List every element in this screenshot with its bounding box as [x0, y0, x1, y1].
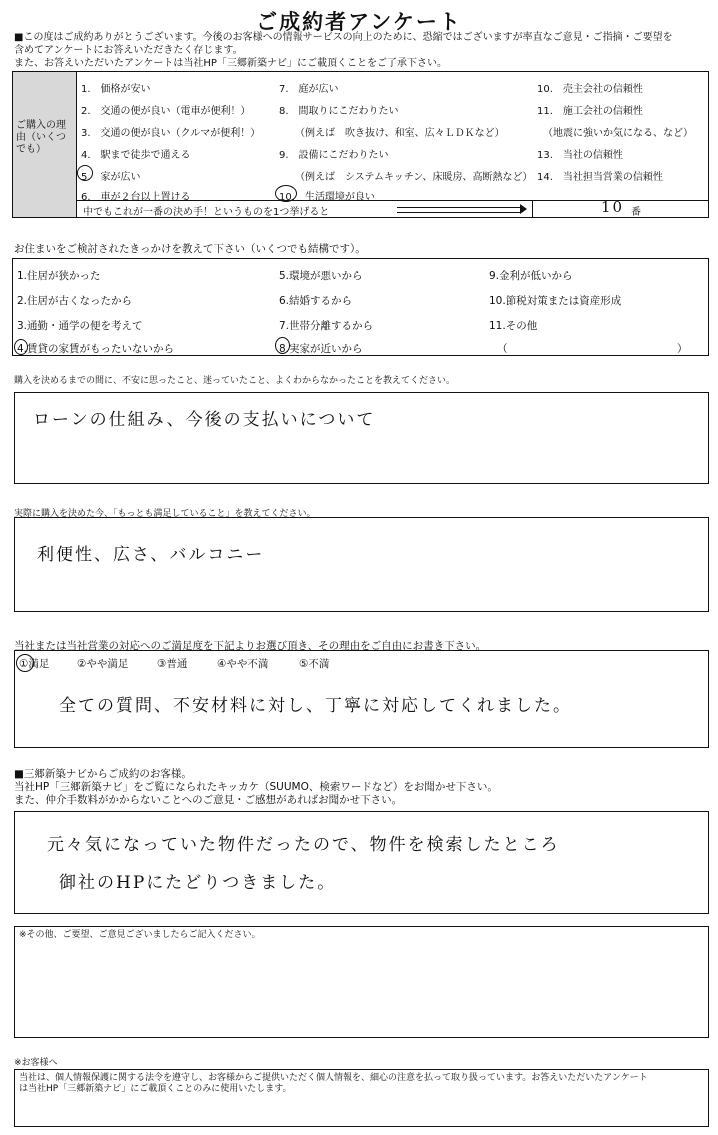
selected-circle-service-1 — [16, 654, 34, 672]
navi-answer-box[interactable] — [14, 811, 709, 914]
reason-1[interactable]: 1. 価格が安い — [81, 84, 151, 95]
anxiety-heading: 購入を決めるまでの間に、不安に思ったこと、迷っていたこと、よくわからなかったことを教えてください。 — [14, 376, 456, 386]
arrow-right-icon — [397, 207, 521, 213]
best-reason-row — [77, 200, 708, 217]
trigger-9[interactable]: 9.金利が低いから — [489, 270, 573, 282]
page-title: ご成約者アンケート — [256, 10, 462, 34]
satisfied-answer-box[interactable] — [14, 517, 709, 612]
triggers-section — [12, 258, 709, 356]
reason-11[interactable]: 11. 施工会社の信頼性 — [537, 106, 643, 117]
purchase-reasons-label: ご購入の理由（いくつでも） — [13, 72, 77, 217]
reason-9[interactable]: 9. 設備にこだわりたい — [279, 150, 389, 161]
other-heading: ※その他、ご要望、ご意見ございましたらご記入ください。 — [19, 930, 261, 940]
trigger-1[interactable]: 1.住居が狭かった — [17, 270, 101, 282]
service-option-3[interactable]: ③普通 — [157, 658, 188, 670]
trigger-6[interactable]: 6.結婚するから — [279, 295, 353, 307]
intro-line-3: また、お答えいただいたアンケートは当社HP「三郷新築ナビ」にご載頂くことをご了承下さい。 — [14, 58, 447, 69]
reason-8[interactable]: 8. 間取りにこだわりたい — [279, 106, 399, 117]
service-option-4[interactable]: ④やや不満 — [217, 658, 269, 670]
selected-circle-trigger-8 — [275, 337, 290, 354]
best-reason-suffix: 番 — [631, 207, 641, 218]
service-answer: 全ての質問、不安材料に対し、丁寧に対応してくれました。 — [59, 696, 572, 716]
reason-9-example: （例えば システムキッチン、床暖房、高断熱など） — [295, 172, 533, 183]
selected-circle-reason-5 — [77, 165, 93, 181]
navi-heading-line-1: ■三郷新築ナビからご成約のお客様。 — [14, 768, 192, 780]
service-option-2[interactable]: ②やや満足 — [77, 658, 129, 670]
footer-heading: ※お客様へ — [14, 1058, 58, 1068]
service-heading: 当社または当社営業の対応へのご満足度を下記よりお選び頂き、その理由をご自由にお書き下さい。 — [14, 640, 487, 652]
reason-13[interactable]: 13. 当社の信頼性 — [537, 150, 623, 161]
anxiety-answer: ローンの仕組み、今後の支払いについて — [33, 410, 376, 430]
satisfied-heading: 実際に購入を決めた今、「もっとも満足していること」を教えてください。 — [14, 509, 316, 519]
navi-heading-line-3: また、仲介手数料がかからないことへのご意見・ご感想があればお聞かせ下さい。 — [14, 794, 403, 806]
trigger-3[interactable]: 3.通勤・通学の便を考えて — [17, 320, 143, 332]
trigger-10[interactable]: 10.節税対策または資産形成 — [489, 295, 622, 307]
reason-10-environment[interactable]: 10. 生活環境が良い — [279, 192, 375, 203]
reason-3[interactable]: 3. 交通の便が良い（クルマが便利！） — [81, 128, 261, 139]
reason-7[interactable]: 7. 庭が広い — [279, 84, 339, 95]
service-answer-box[interactable] — [14, 650, 709, 748]
reason-6[interactable]: 6. 車が２台以上置ける — [81, 192, 191, 203]
intro-text — [14, 31, 704, 70]
navi-answer-line-1: 元々気になっていた物件だったので、物件を検索したところ — [47, 835, 560, 855]
navi-heading-line-2: 当社HP「三郷新築ナビ」をご覧になられたキッカケ（SUUMO、検索ワードなど）をお聞かせ下さい。 — [14, 781, 498, 793]
trigger-2[interactable]: 2.住居が古くなったから — [17, 295, 133, 307]
triggers-heading: お住まいをご検討されたきっかけを教えて下さい（いくつでも結構です）。 — [14, 243, 366, 255]
trigger-other-open: （ — [497, 343, 508, 355]
satisfied-answer: 利便性、広さ、バルコニー — [37, 545, 265, 565]
intro-line-2: 含めてアンケートにお答えいただきたく存じます。 — [14, 45, 243, 56]
trigger-other-close: ） — [677, 343, 688, 355]
trigger-8[interactable]: 8.実家が近いから — [279, 343, 363, 355]
reason-4[interactable]: 4. 駅まで徒歩で通える — [81, 150, 191, 161]
intro-line-1: ■この度はご成約ありがとうございます。今後のお客様への情報サービスの向上のために、恐縮ではございますが率直なご意見・ご指摘・ご要望を — [14, 32, 673, 43]
footer-line-2: は当社HP「三郷新築ナビ」にご載頂くことのみに使用いたします。 — [19, 1084, 292, 1094]
trigger-11[interactable]: 11.その他 — [489, 320, 538, 332]
reason-5[interactable]: 5. 家が広い — [81, 172, 141, 183]
other-answer-box[interactable] — [14, 926, 709, 1038]
footer-notice-box — [14, 1069, 709, 1127]
service-option-5[interactable]: ⑤不満 — [299, 658, 330, 670]
footer-line-1: 当社は、個人情報保護に関する法令を遵守し、お客様からご提供いただく個人情報を、細心の注意を払って取り扱っています。お答えいただいたアンケート — [19, 1073, 648, 1083]
reason-14[interactable]: 14. 当社担当営業の信頼性 — [537, 172, 663, 183]
reason-10-seller[interactable]: 10. 売主会社の信頼性 — [537, 84, 643, 95]
best-reason-answer[interactable]: 10 — [601, 198, 625, 216]
navi-heading — [14, 768, 498, 807]
reason-8-example: （例えば 吹き抜け、和室、広々ＬＤＫなど） — [295, 128, 505, 139]
reason-11-example: （地震に強いか気になる、など） — [543, 128, 693, 139]
navi-answer-line-2: 御社のHPにたどりつきました。 — [59, 873, 337, 893]
anxiety-answer-box[interactable] — [14, 392, 709, 484]
purchase-reasons-section — [12, 71, 709, 218]
selected-circle-trigger-4 — [14, 339, 28, 355]
best-reason-prompt: 中でもこれが一番の決め手！というものを1つ挙げると — [83, 207, 330, 218]
trigger-7[interactable]: 7.世帯分離するから — [279, 320, 374, 332]
trigger-5[interactable]: 5.環境が悪いから — [279, 270, 363, 282]
reason-2[interactable]: 2. 交通の便が良い（電車が便利！） — [81, 106, 251, 117]
service-option-1[interactable]: ①満足 — [19, 658, 50, 670]
trigger-4[interactable]: 4.賃貸の家賃がもったいないから — [17, 343, 175, 355]
